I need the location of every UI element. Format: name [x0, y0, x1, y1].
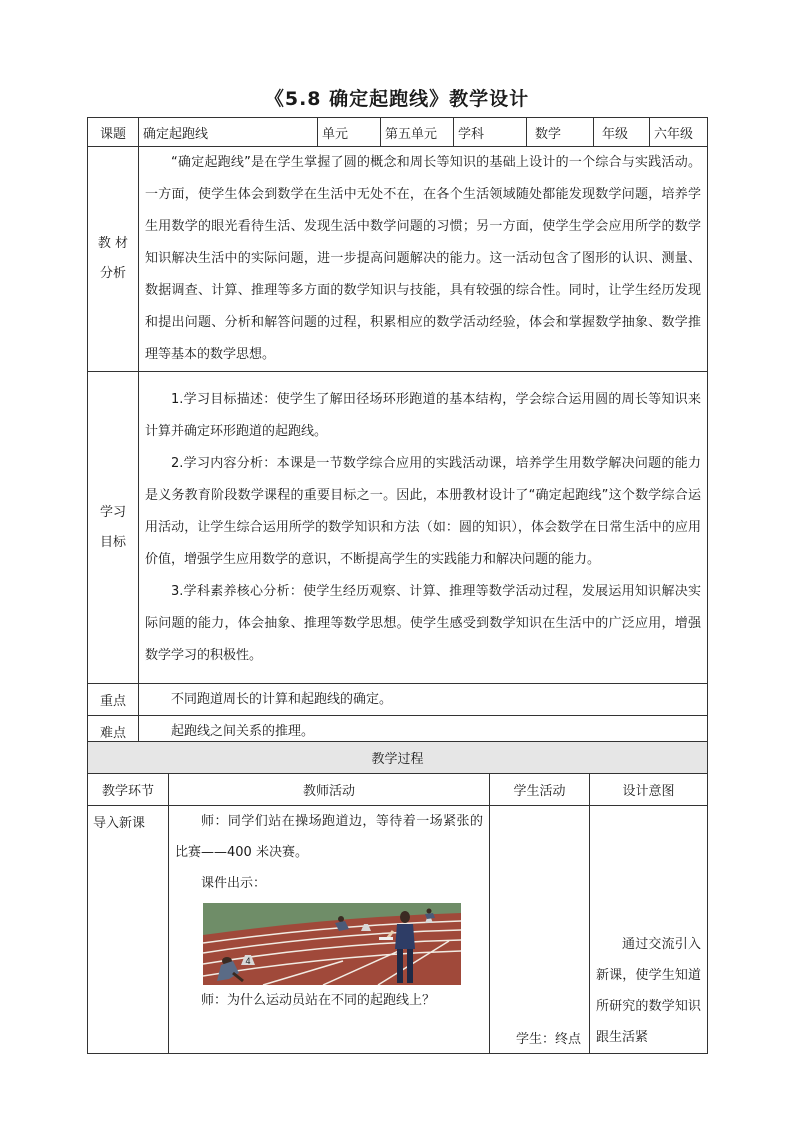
- material-analysis-text: “确定起跑线”是在学生掌握了圆的概念和周长等知识的基础上设计的一个综合与实践活动。一方面，使学生体会到数学在生活中无处不在，在各个生活领域随处都能发现数学问题，培养学生用数学的眼光看待生活、发现生活中数学问题的习惯；另一方面，使学生学会应用所学的数学知识解决生活中的实际问题，进一步提高问题解决的能力。这一活动包含了图形的认识、测量、数据调查、计算、推理等多方面的数学知识与技能，具有较强的综合性。同时，让学生经历发现和提出问题、分析和解答问题的过程，积累相应的数学活动经验，体会和掌握数学抽象、数学推理等基本的数学思想。: [145, 155, 701, 362]
- lesson-info-table: [87, 117, 708, 748]
- student-activity-cell: 学生：终点: [490, 806, 590, 1054]
- key-point-row: [88, 684, 708, 716]
- running-track-illustration: [203, 903, 461, 985]
- goal-paragraph-3: 3.学科素养核心分析：使学生经历观察、计算、推理等数学活动过程，发展运用知识解决实际问题的能力，体会抽象、推理等数学思想。使学生感受到数学知识在生活中的广泛应用，增强数学学习的积极性。: [145, 583, 701, 663]
- process-section-title: 教学过程: [88, 742, 708, 774]
- teacher-paragraph-1: 师：同学们站在操场跑道边，等待着一场紧张的比赛——400 米决赛。: [175, 814, 483, 860]
- goals-label-line2: 目标: [99, 534, 126, 550]
- design-intent-cell: [590, 806, 708, 1054]
- learning-goals-row: [88, 372, 708, 684]
- learning-goals-cell: [139, 372, 708, 684]
- material-analysis-row: [88, 147, 708, 372]
- material-analysis-label: [88, 147, 139, 372]
- col-design-header: 设计意图: [590, 774, 708, 806]
- topic-value: 确定起跑线: [139, 118, 318, 147]
- learning-goals-label: [88, 372, 139, 684]
- process-section-row: [88, 742, 708, 774]
- difficult-point-text: 起跑线之间关系的推理。: [171, 723, 315, 739]
- difficult-point-label: 难点: [88, 716, 139, 748]
- lane-marker-number: 4: [245, 956, 251, 966]
- teacher-paragraph-2: 课件出示：: [201, 876, 267, 891]
- unit-label: 单元: [318, 118, 381, 147]
- teacher-paragraph-3: 师：为什么运动员站在不同的起跑线上？: [201, 993, 436, 1008]
- goal-paragraph-2: 2.学习内容分析：本课是一节数学综合应用的实践活动课，培养学生用数学解决问题的能力是义务教育阶段数学课程的重要目标之一。因此，本册教材设计了“确定起跑线”这个数学综合运用活动，让学生综合运用所学的数学知识和方法（如：圆的知识），体会数学在日常生活中的应用价值，增强学生应用数学的意识，不断提高学生的实践能力和解决问题的能力。: [145, 455, 701, 567]
- design-intent-text: 通过交流引入新课，使学生知道所研究的数学知识跟生活紧: [596, 937, 702, 1045]
- grade-value: 六年级: [650, 118, 708, 147]
- goals-label-line1: 学习: [99, 504, 126, 520]
- teacher-activity-cell: [169, 806, 490, 1054]
- unit-value: 第五单元: [381, 118, 454, 147]
- col-stage-header: 教学环节: [88, 774, 169, 806]
- material-analysis-cell: [139, 147, 708, 372]
- process-header-row: [88, 774, 708, 806]
- key-point-cell: [139, 684, 708, 716]
- subject-label: 学科: [454, 118, 527, 147]
- subject-value: 数学: [527, 118, 594, 147]
- stage-intro: 导入新课: [88, 806, 169, 1054]
- header-row: [88, 118, 708, 147]
- track-race-image: [203, 903, 461, 985]
- material-label-line2: 分析: [99, 266, 126, 281]
- key-point-text: 不同跑道周长的计算和起跑线的确定。: [171, 691, 393, 707]
- col-student-header: 学生活动: [490, 774, 590, 806]
- document-title: 《5.8 确定起跑线》教学设计: [264, 88, 530, 110]
- topic-label: 课题: [88, 118, 139, 147]
- material-label-line1: 教 材: [97, 236, 129, 251]
- key-point-label: 重点: [88, 684, 139, 716]
- grade-label: 年级: [594, 118, 650, 147]
- teaching-process-table: [87, 741, 708, 1054]
- col-teacher-header: 教师活动: [169, 774, 490, 806]
- process-row-intro: [88, 806, 708, 1054]
- goal-paragraph-1: 1.学习目标描述：使学生了解田径场环形跑道的基本结构，学会综合运用圆的周长等知识来计算并确定环形跑道的起跑线。: [145, 391, 701, 439]
